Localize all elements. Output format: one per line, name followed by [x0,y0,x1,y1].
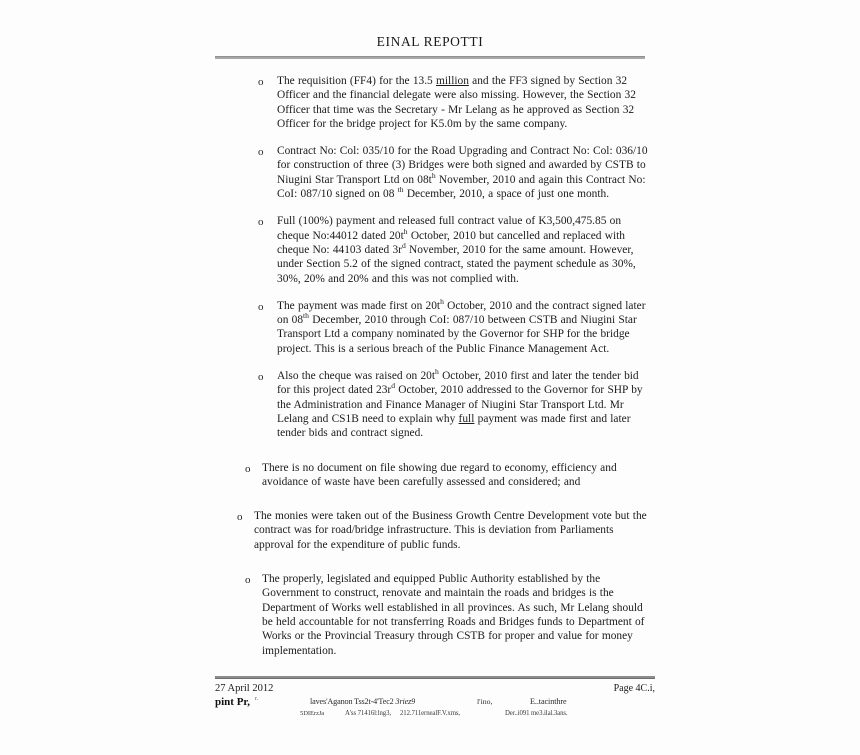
list-item [215,369,655,440]
footer-center-note-italic: 3riez9 [395,697,416,706]
ordinal-suffix: d [401,241,406,251]
list-bullet: o [258,216,264,229]
list-bullet: o [258,76,264,88]
footer-subtext-3: 212.711ernealF.V.xms, [400,710,461,717]
ordinal-suffix: h [435,367,439,377]
list-item-text [277,74,655,131]
text-run: October, 2010 and the contract signed later on 08 [277,299,646,327]
ordinal-suffix: h [440,297,444,307]
list-item-text [254,509,655,552]
text-run: The payment was made first on 20t [277,299,441,312]
list-item-text [277,299,655,356]
footer-subtext-1: 5DIErzJa [300,710,325,717]
text-run: The properly, legislated and equipped Public Authority established by the Government to construct, renovate and maintain the roads and bridges is the Department of Works well established in all provinces. As such, Mr Lelang should be held accountable for not transferring Roads and Bridges funds to Department of Works or the Provincial Treasury through CSTB for proper and value for money implementation. [262,573,645,657]
list-item-text [277,214,655,285]
footer-center-note-plain: laves'Aganon Tss2t-4'Tec2 [310,697,396,706]
text-run: Also the cheque was raised on 20t [277,370,436,383]
underlined-term: full [458,412,475,425]
footer-subtext-2: A'ss 71416l:lng3, [345,710,391,717]
list-item-text [262,461,655,490]
footer-date: 27 April 2012 [215,683,274,694]
text-run: and the FF3 signed by Section 32 Officer and the financial delegate were also missing. However, the Section 32 Officer that time was the Secretary - Mr Lelang as he approved as Section 32 Officer for the bridge project for K5.0m by the same company. [277,75,636,130]
footer-center-note [310,697,415,706]
list-item-text [277,144,655,201]
text-run: There is no document on file showing due regard to economy, efficiency and avoidance of waste have been carefully assessed and considered; and [262,461,617,488]
text-run: December, 2010 through CoI: 087/10 between CSTB and Niugini Star Transport Ltd a company nominated by the Governor for SHP for the bridge project. This is a serious breach of the Public Finance Management Act. [277,314,637,355]
list-item-text [262,572,655,658]
ordinal-suffix: h [431,170,436,180]
ordinal-suffix: h [403,226,408,236]
footer-top-row [215,683,655,696]
header-divider [215,56,645,59]
list-bullet: o [258,146,264,159]
footer-left-note [215,696,258,708]
list-item [215,509,655,552]
footer-subtext-4: Der..i091 me3.ilal.3ans. [505,710,568,717]
list-bullet: o [258,371,264,384]
list-item-text [277,369,655,440]
list-item [215,144,655,201]
page-title: EINAL REPOTTI [376,34,484,49]
footer-right-label-2: E..tacinthre [530,697,567,706]
list-bullet: o [258,300,264,313]
underlined-term: million [436,75,469,87]
text-run: October, 2010 addressed to the Governor for SHP by the Administration and Finance Manager of Niugini Star Transport Ltd. Mr Lelang and CS1B need to explain why [277,384,643,425]
ordinal-suffix: th [397,185,404,195]
page-header [215,34,645,59]
text-run: payment was made first and later tender bids and contract signed. [277,412,631,440]
list-item [215,461,655,490]
text-run: December, 2010, a space of just one month. [403,188,610,201]
text-run: November, 2010 for the same amount. However, under Section 5.2 of the signed contract, stated the payment schedule as 30%, 30%, 20% and 20% and this was not complied with. [277,243,636,285]
list-item [215,299,655,356]
footer-middle-row [215,696,655,710]
list-item [215,572,655,658]
footer-left-note-text: pint Pr, [215,696,251,708]
list-item [215,214,655,285]
text-run: October, 2010 first and later the tender bid for this project dated 23r [277,370,639,397]
footer-right-label-1: l'ino, [477,697,493,706]
text-run: The monies were taken out of the Business Growth Centre Development vote but the contract was for road/bridge infrastructure. This is deviation from Parliaments approval for the expenditure of public funds. [254,510,647,551]
footer-bottom-row [215,710,655,722]
footer-left-note-mark: r. [255,696,259,703]
page-footer [215,676,655,722]
footer-page-number: Page 4C.i, [613,683,655,694]
list-bullet: o [245,574,251,587]
document-body [215,74,655,671]
text-run: Contract No: Col: 035/10 for the Road Upgrading and Contract No: Col: 036/10 for construction of three (3) Bridges were both signed and awarded by CSTB to Niugini Star Transport Ltd on 08t [277,145,648,186]
list-item [215,74,655,131]
ordinal-suffix: th [303,311,309,321]
text-run: Full (100%) payment and released full contract value of K3,500,475.85 on cheque No:44012 dated 20t [277,215,622,242]
text-run: November, 2010 and again this Contract No: CoI: 087/10 signed on 08 [277,173,646,201]
list-bullet: o [237,511,243,524]
text-run: The requisition (FF4) for the 13.5 [277,75,436,87]
footer-divider [215,676,655,679]
ordinal-suffix: d [391,381,396,391]
text-run: October, 2010 but cancelled and replaced with cheque No: 44103 dated 3r [277,229,625,256]
list-bullet: o [245,462,251,475]
